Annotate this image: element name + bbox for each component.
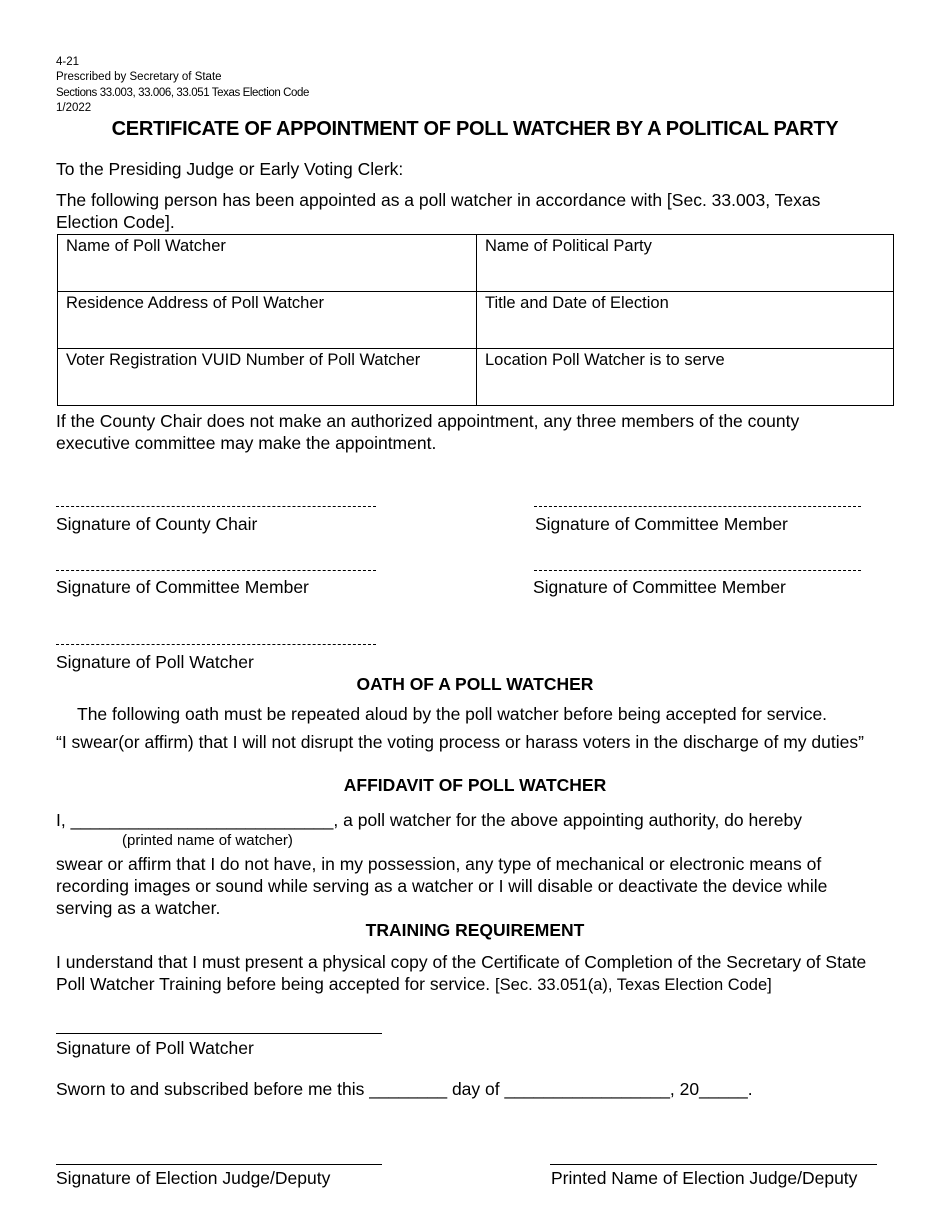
affidavit-line	[56, 809, 802, 831]
county-chair-signature-label: Signature of County Chair	[56, 514, 258, 534]
table-row	[58, 349, 894, 406]
affidavit-i-prefix: I,	[56, 810, 66, 830]
sections-line: Sections 33.003, 33.006, 33.051 Texas Election Code	[56, 87, 310, 99]
intro-paragraph: The following person has been appointed as a poll watcher in accordance with [Sec. 33.003, Texas Election Code].	[56, 190, 821, 232]
election-judge-signature-line[interactable]	[56, 1164, 382, 1165]
election-judge-signature-label: Signature of Election Judge/Deputy	[56, 1168, 331, 1188]
cell-label: Name of Poll Watcher	[66, 237, 226, 255]
sworn-statement: Sworn to and subscribed before me this ________ day of _________________, 20_____.	[56, 1079, 753, 1099]
form-number: 4-21	[56, 56, 80, 68]
salutation: To the Presiding Judge or Early Voting Clerk:	[56, 159, 404, 179]
poll-watcher-signature-line[interactable]	[56, 644, 376, 645]
committee-member-1-signature-label: Signature of Committee Member	[535, 514, 788, 534]
table-row	[58, 292, 894, 349]
training-citation: [Sec. 33.051(a), Texas Election Code]	[495, 976, 772, 994]
cell-label: Title and Date of Election	[485, 294, 669, 312]
oath-text: “I swear(or affirm) that I will not disrupt the voting process or harass voters in the discharge of my duties”	[56, 732, 864, 752]
poll-watcher-name-cell[interactable]	[58, 235, 477, 292]
page-title: CERTIFICATE OF APPOINTMENT OF POLL WATCHER BY A POLITICAL PARTY	[111, 118, 839, 140]
committee-member-2-signature-line[interactable]	[56, 570, 376, 571]
committee-member-3-signature-label: Signature of Committee Member	[533, 577, 786, 597]
printed-name-blank[interactable]: ___________________________,	[70, 810, 339, 830]
final-poll-watcher-signature-label: Signature of Poll Watcher	[56, 1038, 254, 1058]
cell-label: Name of Political Party	[485, 237, 652, 255]
cell-label: Location Poll Watcher is to serve	[485, 351, 725, 369]
cell-label: Residence Address of Poll Watcher	[66, 294, 325, 312]
table-row	[58, 235, 894, 292]
residence-address-cell[interactable]	[58, 292, 477, 349]
affidavit-body: swear or affirm that I do not have, in my possession, any type of mechanical or electronic means of recording images or sound while serving as a watcher or I will disable or deactivate the device while serving as a watcher.	[56, 854, 828, 918]
appointment-info-table	[57, 234, 894, 406]
county-chair-signature-line[interactable]	[56, 506, 376, 507]
training-body	[56, 951, 886, 996]
committee-member-3-signature-line[interactable]	[534, 570, 861, 571]
training-heading: TRAINING REQUIREMENT	[365, 920, 585, 940]
oath-instruction: The following oath must be repeated aloud by the poll watcher before being accepted for service.	[77, 704, 828, 724]
affidavit-heading: AFFIDAVIT OF POLL WATCHER	[343, 775, 607, 795]
printed-name-label: (printed name of watcher)	[122, 832, 293, 849]
oath-heading: OATH OF A POLL WATCHER	[356, 674, 594, 694]
affidavit-i-suffix: a poll watcher for the above appointing authority, do hereby	[343, 810, 803, 830]
training-text: I understand that I must present a physical copy of the Certificate of Completion of the Secretary of State Poll Watcher Training before being accepted for service.	[56, 952, 867, 994]
service-location-cell[interactable]	[477, 349, 894, 406]
committee-member-1-signature-line[interactable]	[534, 506, 861, 507]
committee-member-2-signature-label: Signature of Committee Member	[56, 577, 309, 597]
poll-watcher-signature-label: Signature of Poll Watcher	[56, 652, 254, 672]
election-judge-printed-name-line[interactable]	[550, 1164, 877, 1165]
cell-label: Voter Registration VUID Number of Poll Watcher	[66, 351, 421, 369]
county-note: If the County Chair does not make an authorized appointment, any three members of the county executive committee may make the appointment.	[56, 411, 800, 453]
revision-date: 1/2022	[56, 102, 92, 114]
election-judge-printed-name-label: Printed Name of Election Judge/Deputy	[551, 1168, 858, 1188]
vuid-number-cell[interactable]	[58, 349, 477, 406]
political-party-cell[interactable]	[477, 235, 894, 292]
prescribed-line: Prescribed by Secretary of State	[56, 71, 222, 83]
election-title-date-cell[interactable]	[477, 292, 894, 349]
final-poll-watcher-signature-line[interactable]	[56, 1033, 382, 1034]
